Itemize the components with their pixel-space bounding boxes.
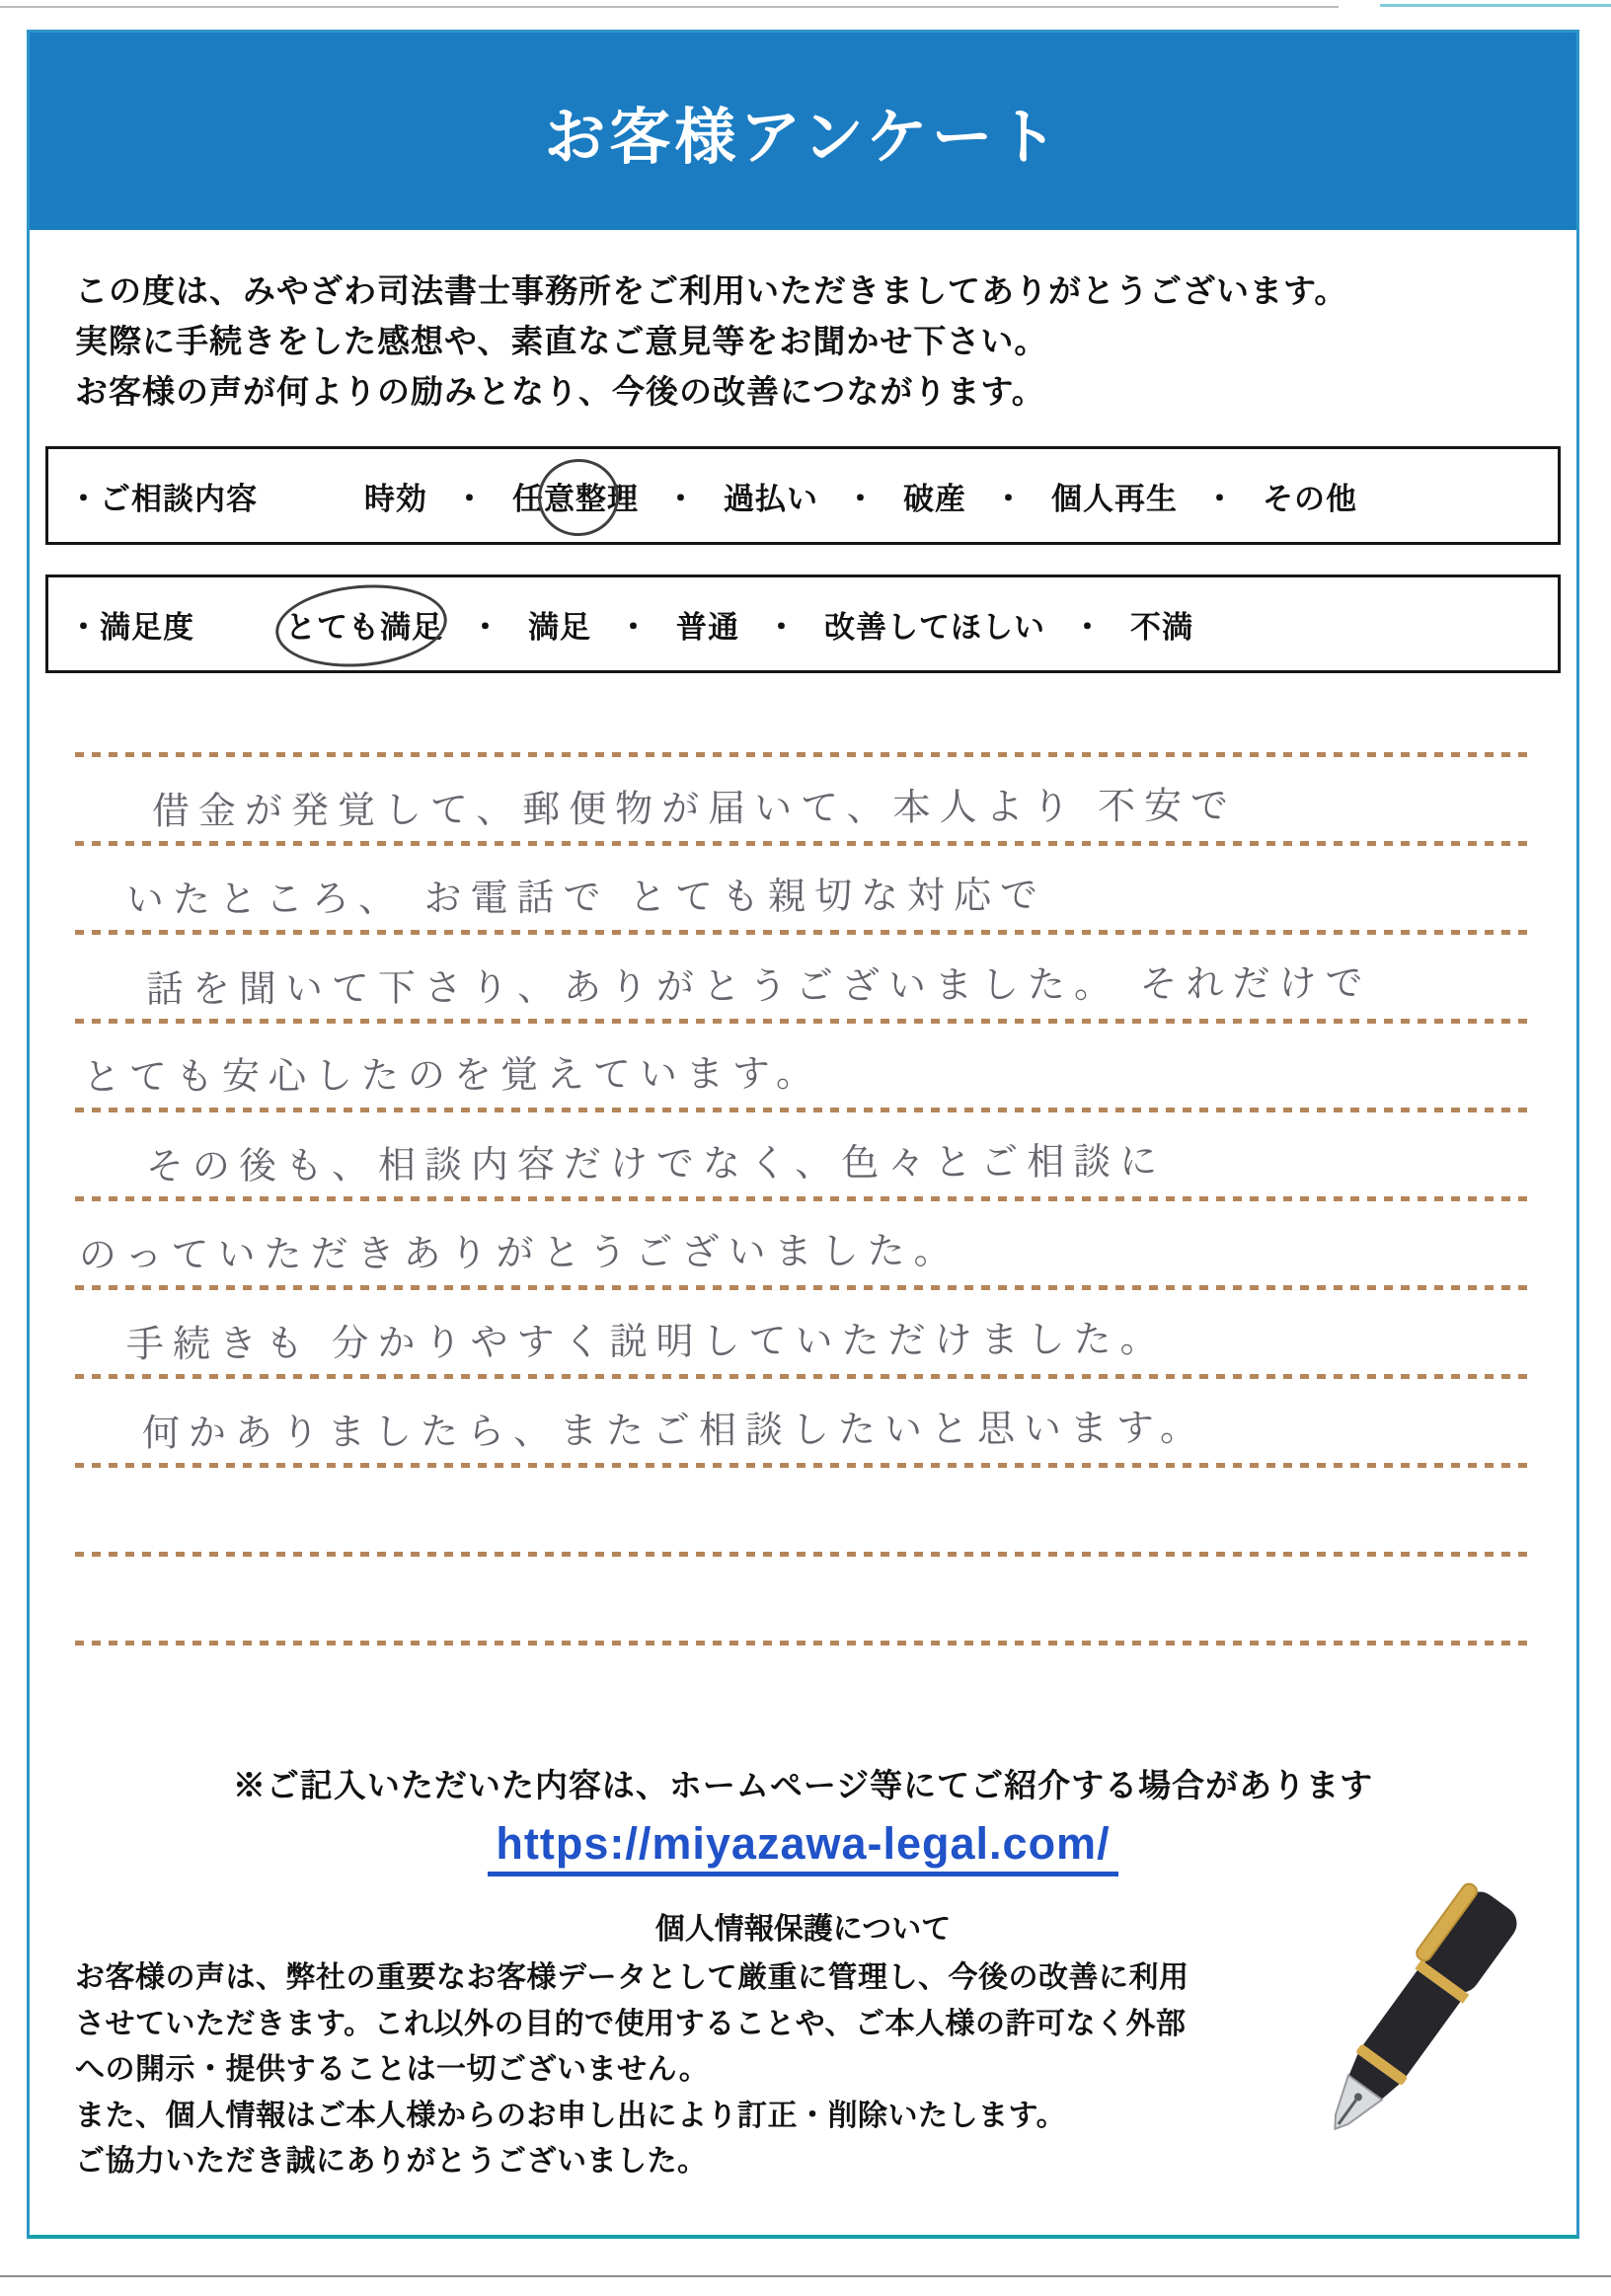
option-kaizen: 改善してほしい (824, 609, 1045, 645)
privacy-heading: 個人情報保護について (654, 1913, 952, 1947)
publication-note: ※ご記入いただいた内容は、ホームページ等にてご紹介する場合があります (232, 1767, 1374, 1804)
intro-line: お客様の声が何よりの励みとなり、今後の改善につながります。 (75, 373, 1045, 411)
privacy-paragraph (75, 1955, 1299, 2185)
privacy-line: ご協力いただき誠にありがとうございました。 (75, 2145, 708, 2179)
option-hasan: 破産 (903, 481, 966, 516)
header-banner (30, 33, 1576, 230)
option-separator: ・ (665, 481, 697, 516)
comment-row (75, 935, 1533, 1024)
comment-row (75, 1201, 1533, 1290)
satisfaction-options (285, 602, 1193, 647)
fountain-pen-icon (1254, 1846, 1570, 2201)
comment-row (75, 846, 1533, 935)
privacy-line: お客様の声は、弊社の重要なお客様データとして厳重に管理し、今後の改善に利用 (75, 1961, 1189, 1995)
option-fuman: 不満 (1130, 609, 1193, 645)
privacy-line: への開示・提供することは一切ございません。 (75, 2053, 710, 2087)
scan-edge-line-top-right (1380, 4, 1611, 7)
privacy-line: また、個人情報はご本人様からのお申し出により訂正・削除いたします。 (75, 2099, 1067, 2132)
satisfaction-label: ・満足度 (68, 609, 194, 645)
option-separator: ・ (618, 609, 650, 645)
handwritten-text: 話を聞いて下さり、ありがとうございました。 それだけで (145, 962, 1372, 1012)
handwritten-text: 借金が発覚して、郵便物が届いて、本人より 不安で (151, 786, 1238, 834)
option-separator: ・ (470, 609, 501, 645)
handwritten-comment-area (75, 752, 1533, 1645)
option-separator: ・ (766, 609, 798, 645)
option-nini-seiri-circled: 任意整理 (512, 474, 639, 518)
handwritten-text: その後も、相談内容だけでなく、色々とご相談に (145, 1141, 1167, 1188)
handwritten-text: とても安心したのを覚えています。 (82, 1053, 823, 1100)
handwritten-text: 手続きも 分かりやすく説明していただけました。 (125, 1319, 1167, 1367)
consultation-type-box (45, 446, 1561, 545)
satisfaction-box (45, 574, 1561, 673)
comment-row (75, 1024, 1533, 1112)
handwritten-text: 何かありましたら、またご相談したいと思います。 (141, 1408, 1207, 1456)
option-totemo-manzoku-circled: とても満足 (285, 602, 443, 647)
intro-line: この度は、みやざわ司法書士事務所をご利用いただきましてありがとうございます。 (75, 272, 1348, 309)
option-separator: ・ (845, 481, 877, 516)
website-link[interactable]: https://miyazawa-legal.com/ (488, 1818, 1117, 1876)
handwritten-text: いたところ、 お電話で とても親切な対応で (125, 875, 1047, 922)
option-separator: ・ (454, 481, 486, 516)
comment-row-empty (75, 1468, 1533, 1557)
privacy-line: させていただきます。これ以外の目的で使用することや、ご本人様の許可なく外部 (75, 2007, 1187, 2040)
option-manzoku: 満足 (528, 609, 591, 645)
scan-edge-line-bottom (0, 2275, 1611, 2277)
option-jikou: 時効 (364, 481, 427, 516)
handwritten-text: のっていただきありがとうございました。 (78, 1231, 960, 1277)
option-separator: ・ (1204, 481, 1236, 516)
scan-edge-line-top (0, 6, 1339, 8)
intro-paragraph (75, 266, 1537, 417)
option-separator: ・ (1072, 609, 1104, 645)
comment-row (75, 757, 1533, 846)
comment-row (75, 1379, 1533, 1468)
consultation-options (364, 474, 1357, 518)
option-kabarai: 過払い (724, 481, 818, 516)
comment-row-empty (75, 1557, 1533, 1645)
intro-line: 実際に手続きをした感想や、素直なご意見等をお聞かせ下さい。 (75, 323, 1048, 360)
option-futsuu: 普通 (676, 609, 739, 645)
option-kojin-saisei: 個人再生 (1051, 481, 1178, 516)
option-sonota: その他 (1263, 481, 1357, 516)
comment-row (75, 1290, 1533, 1379)
page-title: お客様アンケート (544, 103, 1062, 172)
consultation-type-label: ・ご相談内容 (68, 481, 258, 516)
option-separator: ・ (993, 481, 1025, 516)
comment-row (75, 1112, 1533, 1201)
